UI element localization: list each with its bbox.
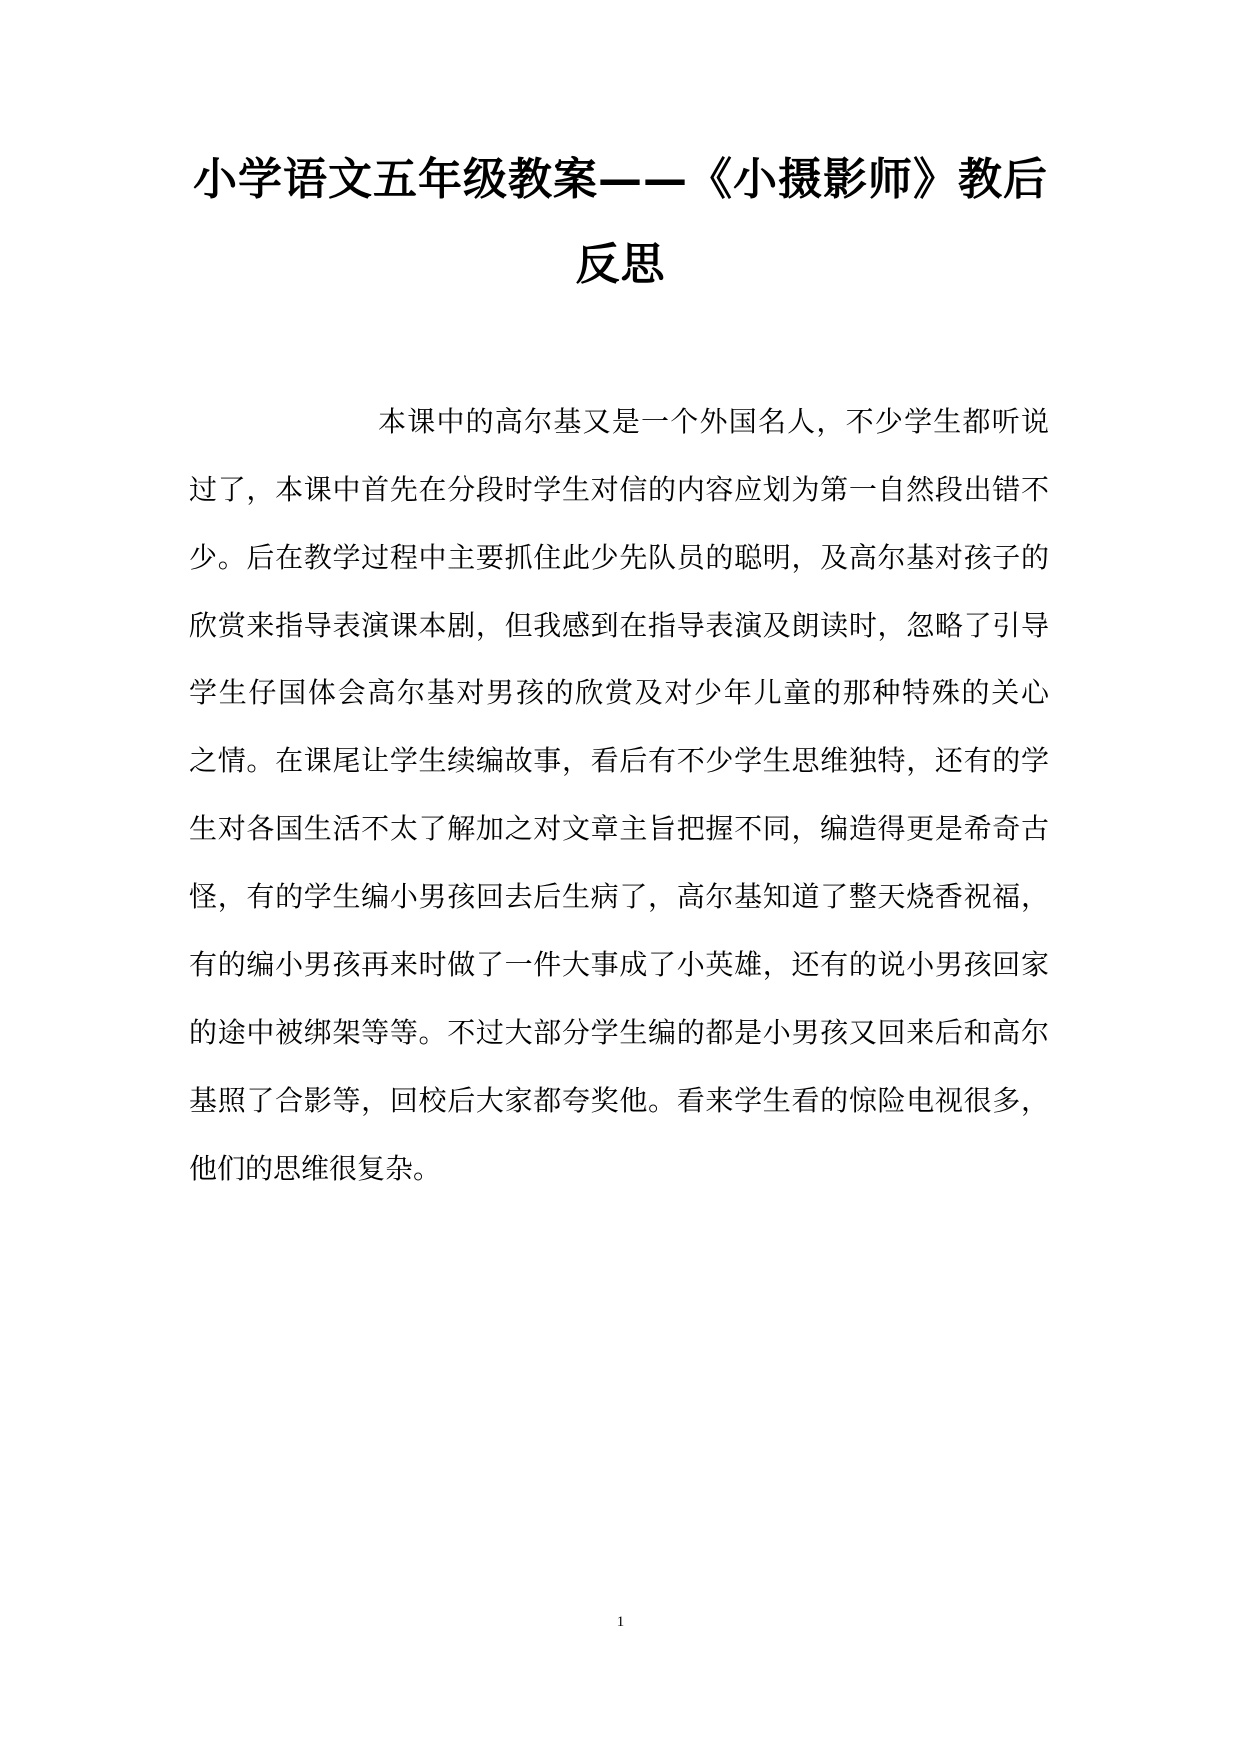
paragraph-line-2: 过了，本课中首先在分段时学生对信的内容应划为第一自然段出错不 [189, 473, 1049, 506]
paragraph-line-4: 欣赏来指导表演课本剧，但我感到在指导表演及朗读时，忽略了引导 [189, 609, 1049, 642]
document-title-line-1: 小学语文五年级教案——《小摄影师》教后 [193, 154, 1048, 205]
paragraph-line-1: 本课中的高尔基又是一个外国名人，不少学生都听说 [378, 405, 1049, 438]
paragraph-line-10: 的途中被绑架等等。不过大部分学生编的都是小男孩又回来后和高尔 [189, 1016, 1049, 1049]
paragraph-line-9: 有的编小男孩再来时做了一件大事成了小英雄，还有的说小男孩回家 [189, 948, 1049, 981]
page-number: 1 [616, 1614, 625, 1630]
paragraph-line-8: 怪，有的学生编小男孩回去后生病了，高尔基知道了整天烧香祝福， [189, 880, 1049, 913]
paragraph-line-11: 基照了合影等，回校后大家都夸奖他。看来学生看的惊险电视很多， [189, 1084, 1049, 1117]
document-title-line-2: 反思 [575, 239, 666, 290]
paragraph-line-12: 他们的思维很复杂。 [189, 1152, 442, 1185]
paragraph-line-6: 之情。在课尾让学生续编故事，看后有不少学生思维独特，还有的学 [189, 744, 1049, 777]
paragraph-line-5: 学生仔国体会高尔基对男孩的欣赏及对少年儿童的那种特殊的关心 [189, 676, 1049, 709]
paragraph-line-7: 生对各国生活不太了解加之对文章主旨把握不同，编造得更是希奇古 [189, 812, 1049, 845]
paragraph-line-3: 少。后在教学过程中主要抓住此少先队员的聪明，及高尔基对孩子的 [189, 541, 1049, 574]
